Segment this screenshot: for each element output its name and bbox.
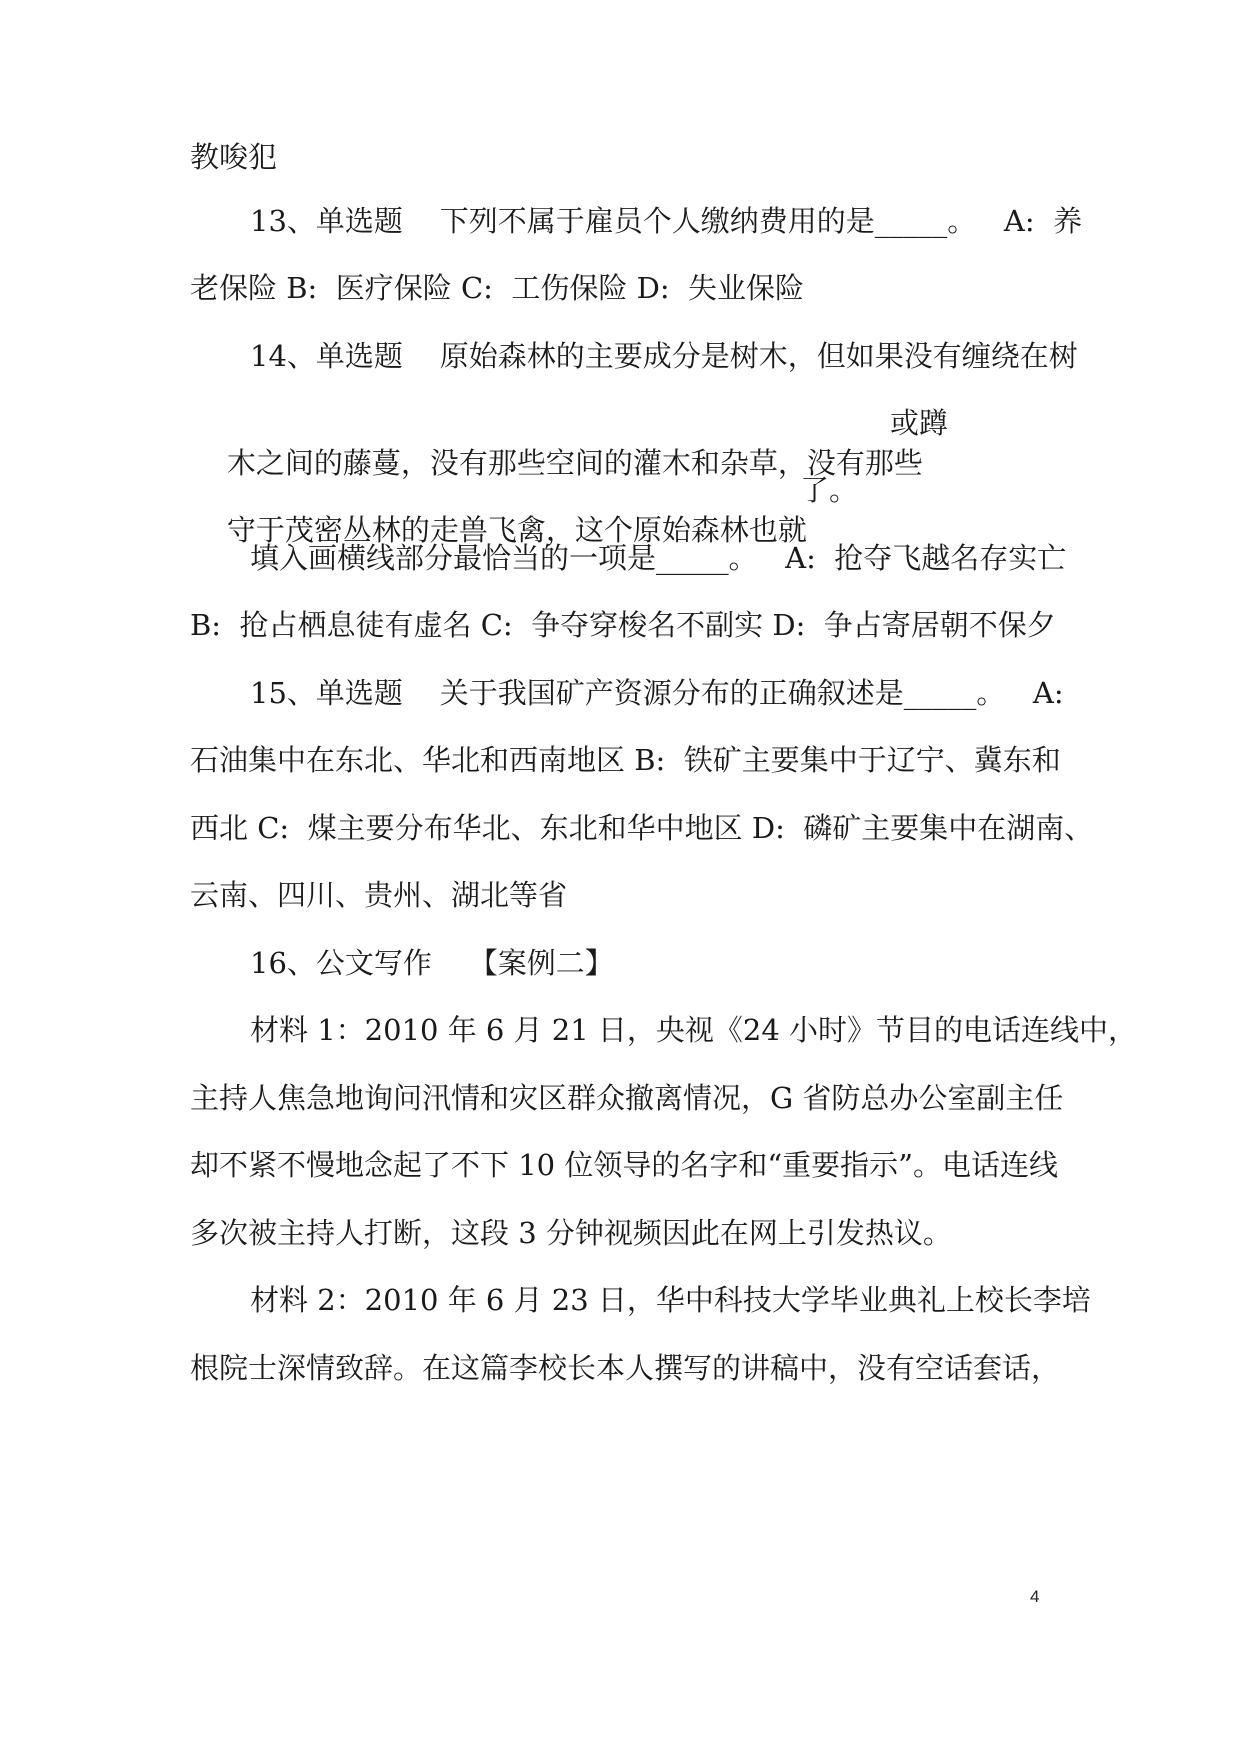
question-14-line-2 — [190, 403, 1050, 480]
question-15-line-2: 石油集中在东北、华北和西南地区 B: 铁矿主要集中于辽宁、冀东和 — [190, 743, 1061, 777]
page-number: 4 — [1030, 1587, 1040, 1606]
question-14-line-3-left: 守于茂密丛林的走兽飞禽，这个原始森林也就 — [226, 513, 807, 547]
question-15-line-1: 15、单选题 关于我国矿产资源分布的正确叙述是_____。 A: — [250, 676, 1064, 710]
material-2-line-2: 根院士深情致辞。在这篇李校长本人撰写的讲稿中，没有空话套话， — [190, 1351, 1061, 1385]
question-13-line-2: 老保险 B: 医疗保险 C: 工伤保险 D: 失业保险 — [190, 271, 805, 305]
question-14-line-3-right: 了。 — [800, 473, 859, 507]
question-14-line-5: B: 抢占栖息徒有虚名 C: 争夺穿梭名不副实 D: 争占寄居朝不保夕 — [190, 608, 1056, 642]
question-13-line-1: 13、单选题 下列不属于雇员个人缴纳费用的是_____。 A: 养 — [250, 204, 1083, 238]
material-1-line-3: 却不紧不慢地念起了不下 10 位领导的名字和“重要指示”。电话连线 — [190, 1148, 1058, 1182]
question-14-line-1: 14、单选题 原始森林的主要成分是树木，但如果没有缠绕在树 — [250, 339, 1078, 373]
carry-over-line: 教唆犯 — [190, 140, 278, 174]
question-16-title: 16、公文写作 【案例二】 — [250, 946, 614, 980]
question-15-line-3: 西北 C: 煤主要分布华北、东北和华中地区 D: 磷矿主要集中在湖南、 — [190, 811, 1094, 845]
question-14-line-2-left: 木之间的藤蔓，没有那些空间的灌木和杂草，没有那些 — [226, 446, 923, 480]
question-14-line-2-right: 或蹲 — [890, 406, 949, 440]
material-1-line-4: 多次被主持人打断，这段 3 分钟视频因此在网上引发热议。 — [190, 1216, 952, 1250]
material-2-line-1: 材料 2：2010 年 6 月 23 日，华中科技大学毕业典礼上校长李培 — [250, 1283, 1091, 1317]
material-1-line-1: 材料 1：2010 年 6 月 21 日，央视《24 小时》节目的电话连线中， — [250, 1013, 1138, 1047]
question-14-line-3 — [190, 470, 1050, 547]
question-14-line-4: 填入画横线部分最恰当的一项是_____。 A: 抢夺飞越名存实亡 — [250, 541, 1067, 575]
question-15-line-4: 云南、四川、贵州、湖北等省 — [190, 878, 568, 912]
material-1-line-2: 主持人焦急地询问汛情和灾区群众撤离情况，G 省防总办公室副主任 — [190, 1081, 1064, 1115]
